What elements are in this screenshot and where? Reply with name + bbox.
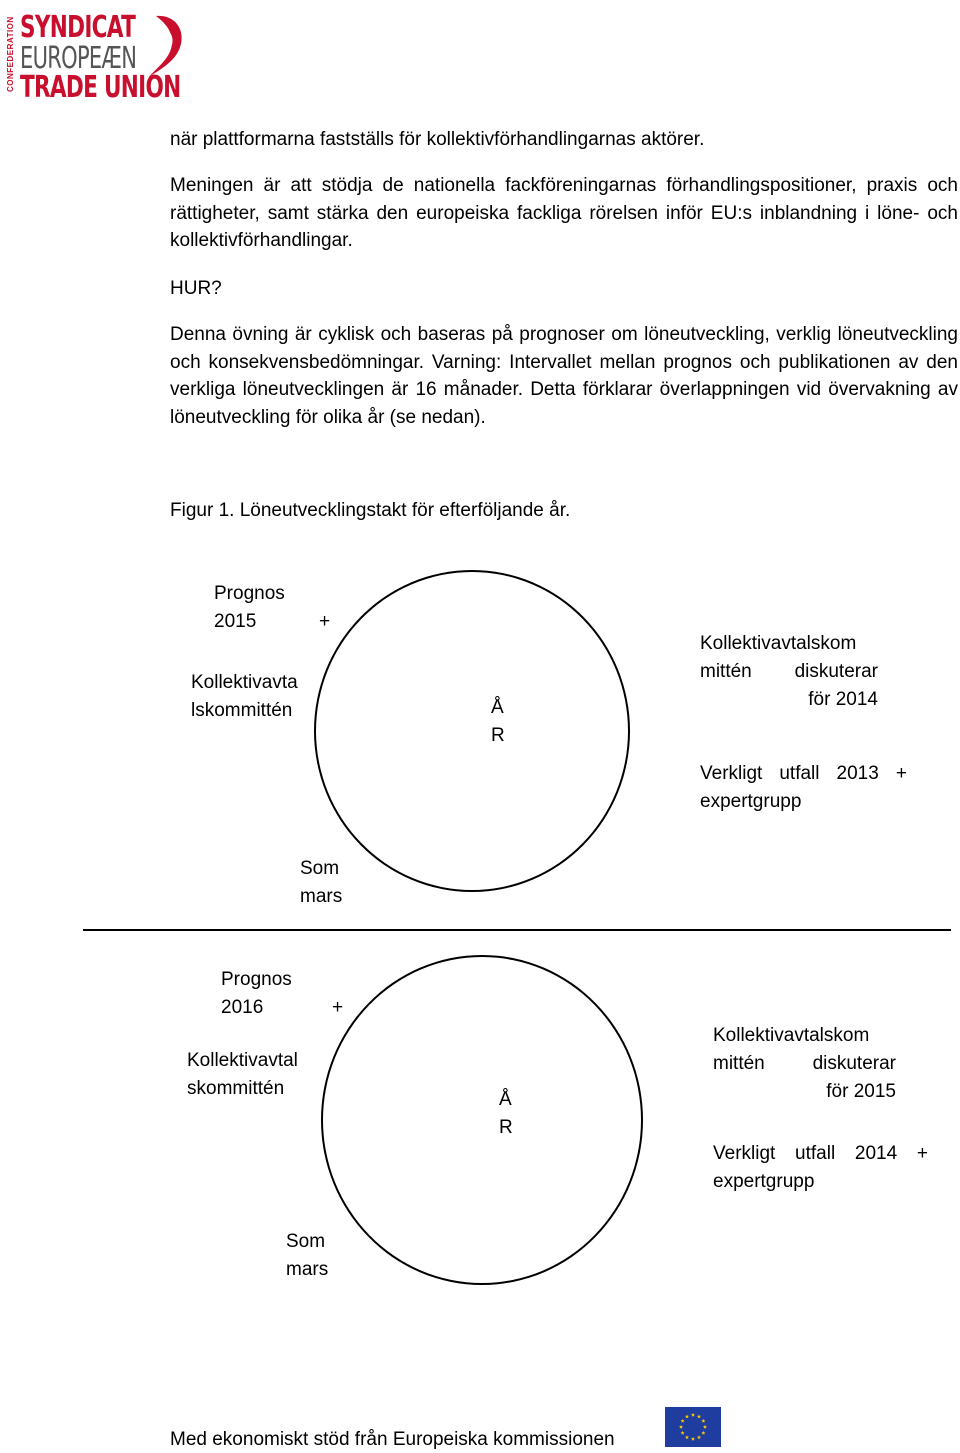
logo-side-text: CONFEDERATION <box>6 16 15 92</box>
summer-label: Som mars <box>286 1231 329 1280</box>
actual-outcome-label: Verkligt utfall 2014 + expertgrupp <box>713 1143 928 1192</box>
committee-label: Kollektivavta lskommittén <box>191 672 298 721</box>
figure-divider <box>83 929 951 931</box>
forecast-label: Prognos 2015 <box>214 583 285 632</box>
cycle-circle <box>321 955 643 1285</box>
etuc-logo <box>6 8 191 105</box>
actual-outcome-label: Verkligt utfall 2013 + expertgrupp <box>700 763 907 812</box>
purpose-paragraph: Meningen är att stödja de nationella fackföreningarnas förhandlingspositioner, praxis och rättigheter, samt stärka den europeiska fackliga rörelsen inför EU:s inblandning i löne- och kollektivförhandlingar. <box>170 175 958 252</box>
eu-flag-icon <box>665 1407 721 1447</box>
committee-discusses-label: Kollektivavtalskom mittén diskuterar för 2014 <box>700 633 878 710</box>
forecast-label: Prognos 2016 <box>221 969 292 1018</box>
summer-label: Som mars <box>300 858 343 907</box>
year-label: Å R <box>499 1089 513 1138</box>
figure-caption: Figur 1. Löneutvecklingstakt för efterföljande år. <box>170 500 571 521</box>
year-label: Å R <box>491 697 505 746</box>
how-heading: HUR? <box>170 278 222 299</box>
funding-statement: Med ekonomiskt stöd från Europeiska kommissionen <box>170 1429 615 1450</box>
continuation-line: när plattformarna fastställs för kollektivförhandlingarnas aktörer. <box>170 129 705 150</box>
logo-swirl-icon <box>142 12 190 82</box>
logo-line-1: SYNDICAT <box>20 10 136 45</box>
how-paragraph: Denna övning är cyklisk och baseras på prognoser om löneutveckling, verklig löneutveckling och konsekvensbedömningar. Varning: Intervallet mellan prognos och publikationen av den verkliga löneutvecklingen är 16 månader. Detta förklarar överlappningen vid övervakning av löneutveckling för olika år (se nedan). <box>170 324 958 428</box>
logo-line-2: EUROPEÆN <box>20 41 137 76</box>
cycle-circle <box>314 570 630 892</box>
plus-sign: + <box>319 611 331 632</box>
committee-discusses-label: Kollektivavtalskom mittén diskuterar för 2015 <box>713 1025 896 1102</box>
committee-label: Kollektivavtal skommittén <box>187 1050 298 1099</box>
logo-line-3: TRADE UNION <box>20 70 181 105</box>
plus-sign: + <box>332 997 344 1018</box>
